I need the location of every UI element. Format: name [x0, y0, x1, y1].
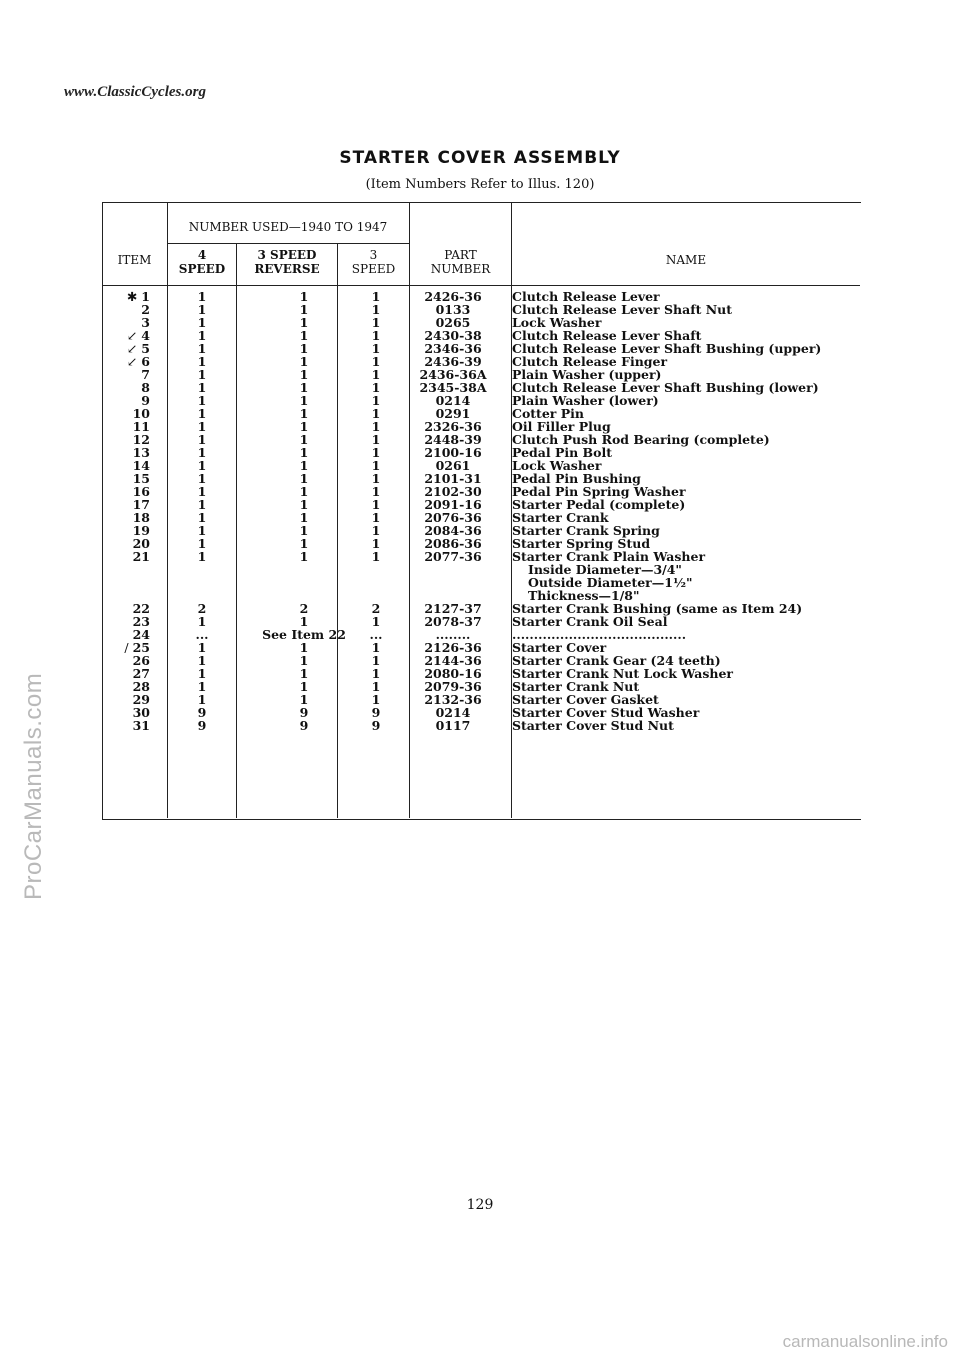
cell-3-speed: 9	[371, 718, 381, 733]
cell-part-number: 2084-36	[424, 523, 482, 538]
header-number-used: NUMBER USED—1940 TO 1947	[188, 220, 388, 234]
cell-item: 12	[132, 432, 150, 447]
cell-3-speed: 1	[371, 666, 381, 681]
cell-name: Clutch Release Lever Shaft Bushing (lower)	[512, 380, 819, 395]
cell-3-speed-reverse: 1	[299, 692, 309, 707]
cell-4-speed: 1	[197, 289, 207, 304]
table-row	[102, 342, 862, 355]
cell-4-speed: 1	[197, 666, 207, 681]
cell-4-speed: 1	[197, 367, 207, 382]
cell-3-speed: 1	[371, 302, 381, 317]
cell-3-speed-reverse: 1	[299, 328, 309, 343]
cell-3-speed: 9	[371, 705, 381, 720]
item-number: 4	[141, 328, 150, 343]
cell-name: Lock Washer	[512, 315, 602, 330]
cell-3-speed-reverse: 1	[299, 458, 309, 473]
cell-4-speed: 1	[197, 406, 207, 421]
cell-3-speed-reverse: 1	[299, 445, 309, 460]
cell-4-speed: 1	[197, 640, 207, 655]
cell-3-speed-reverse: 1	[299, 679, 309, 694]
cell-4-speed: 1	[197, 653, 207, 668]
cell-part-number: 0291	[435, 406, 471, 421]
cell-4-speed: 1	[197, 393, 207, 408]
cell-name: Starter Crank Nut	[512, 679, 640, 694]
cell-4-speed: 1	[197, 549, 207, 564]
header-3-speed-reverse: 3 SPEED REVERSE	[254, 248, 320, 276]
cell-item: 16	[132, 484, 150, 499]
cell-4-speed: 2	[197, 601, 207, 616]
cell-4-speed: 1	[197, 471, 207, 486]
cell-3-speed-reverse: 1	[299, 614, 309, 629]
cell-item: 29	[132, 692, 150, 707]
cell-item: 22	[132, 601, 150, 616]
margin-mark: /	[124, 640, 129, 655]
table-row	[102, 433, 862, 446]
table-row	[102, 680, 862, 693]
parts-table-body	[102, 290, 862, 732]
cell-name: Clutch Release Lever Shaft Nut	[512, 302, 732, 317]
watermark-top-url: www.ClassicCycles.org	[64, 84, 206, 100]
cell-3-speed: ...	[369, 627, 383, 642]
cell-3-speed-reverse: 1	[299, 315, 309, 330]
cell-name: Clutch Release Lever	[512, 289, 660, 304]
table-row	[102, 576, 862, 589]
table-row	[102, 706, 862, 719]
table-row	[102, 316, 862, 329]
cell-3-speed-reverse: 1	[299, 536, 309, 551]
cell-part-number: 2346-36	[424, 341, 482, 356]
cell-3-speed-reverse: 1	[299, 432, 309, 447]
cell-3-speed-reverse: 1	[299, 419, 309, 434]
cell-4-speed: 1	[197, 510, 207, 525]
table-row	[102, 498, 862, 511]
cell-part-number: 0214	[435, 393, 471, 408]
cell-3-speed-reverse: 1	[299, 653, 309, 668]
cell-3-speed: 2	[371, 601, 381, 616]
cell-name: ........................................	[512, 627, 687, 642]
cell-name: Starter Crank Nut Lock Washer	[512, 666, 733, 681]
cell-4-speed: 9	[197, 718, 207, 733]
cell-4-speed: 1	[197, 419, 207, 434]
table-row	[102, 511, 862, 524]
table-row	[102, 407, 862, 420]
cell-3-speed-reverse: See Item 22	[262, 627, 346, 642]
cell-part-number: 2132-36	[424, 692, 482, 707]
cell-3-speed: 1	[371, 315, 381, 330]
cell-3-speed: 1	[371, 497, 381, 512]
cell-item: 23	[132, 614, 150, 629]
cell-4-speed: 1	[197, 354, 207, 369]
cell-4-speed: 1	[197, 497, 207, 512]
table-row	[102, 381, 862, 394]
cell-4-speed: 1	[197, 458, 207, 473]
margin-mark: ↙	[126, 328, 138, 343]
cell-part-number: 0214	[435, 705, 471, 720]
cell-item: 30	[132, 705, 150, 720]
cell-item: 8	[141, 380, 150, 395]
cell-3-speed-reverse: 1	[299, 354, 309, 369]
cell-name: Clutch Release Lever Shaft	[512, 328, 702, 343]
cell-part-number: 2091-16	[424, 497, 482, 512]
cell-3-speed: 1	[371, 406, 381, 421]
header-name: NAME	[665, 253, 707, 267]
header-bottom-rule	[102, 285, 860, 286]
cell-item: 15	[132, 471, 150, 486]
watermark-bottom-url: carmanualsonline.info	[782, 1332, 948, 1351]
cell-name: Starter Cover Gasket	[512, 692, 659, 707]
cell-name: Clutch Push Rod Bearing (complete)	[512, 432, 770, 447]
cell-part-number: 2430-38	[424, 328, 482, 343]
page-title: STARTER COVER ASSEMBLY	[339, 148, 621, 168]
table-row	[102, 654, 862, 667]
cell-part-number: 2102-30	[424, 484, 482, 499]
cell-part-number: 2326-36	[424, 419, 482, 434]
table-row	[102, 628, 862, 641]
cell-4-speed: 1	[197, 614, 207, 629]
cell-item: 9	[141, 393, 150, 408]
cell-3-speed: 1	[371, 679, 381, 694]
page-number: 129	[466, 1197, 494, 1213]
margin-mark: ↙	[126, 341, 138, 356]
cell-name: Starter Crank Oil Seal	[512, 614, 668, 629]
cell-3-speed-reverse: 1	[299, 393, 309, 408]
cell-item: 28	[132, 679, 150, 694]
margin-mark: ↙	[126, 354, 138, 369]
cell-3-speed: 1	[371, 614, 381, 629]
cell-name: Oil Filler Plug	[512, 419, 611, 434]
cell-3-speed-reverse: 1	[299, 302, 309, 317]
cell-name: Starter Cover Stud Washer	[512, 705, 700, 720]
cell-3-speed-reverse: 1	[299, 510, 309, 525]
cell-name: Starter Cover Stud Nut	[512, 718, 674, 733]
cell-3-speed: 1	[371, 692, 381, 707]
table-row	[102, 719, 862, 732]
cell-3-speed: 1	[371, 341, 381, 356]
cell-3-speed-reverse: 2	[299, 601, 309, 616]
cell-item: 13	[132, 445, 150, 460]
cell-3-speed-reverse: 1	[299, 289, 309, 304]
cell-item: 10	[132, 406, 150, 421]
cell-3-speed: 1	[371, 445, 381, 460]
cell-item: 21	[132, 549, 150, 564]
cell-3-speed-reverse: 1	[299, 523, 309, 538]
cell-3-speed-reverse: 9	[299, 718, 309, 733]
cell-part-number: 2126-36	[424, 640, 482, 655]
table-row	[102, 290, 862, 303]
cell-3-speed: 1	[371, 393, 381, 408]
cell-part-number: 2426-36	[424, 289, 482, 304]
cell-item: 2	[141, 302, 150, 317]
cell-3-speed: 1	[371, 289, 381, 304]
cell-3-speed: 1	[371, 471, 381, 486]
cell-4-speed: ...	[195, 627, 209, 642]
cell-name: Pedal Pin Bushing	[512, 471, 641, 486]
cell-name: Clutch Release Finger	[512, 354, 668, 369]
header-4-speed: 4 SPEED	[178, 248, 226, 276]
cell-4-speed: 1	[197, 432, 207, 447]
cell-3-speed: 1	[371, 549, 381, 564]
cell-name: Pedal Pin Bolt	[512, 445, 612, 460]
cell-part-number: 2086-36	[424, 536, 482, 551]
cell-4-speed: 1	[197, 341, 207, 356]
cell-name: Starter Cover	[512, 640, 607, 655]
cell-part-number: 0265	[435, 315, 471, 330]
cell-4-speed: 1	[197, 679, 207, 694]
table-row	[102, 615, 862, 628]
cell-3-speed: 1	[371, 380, 381, 395]
cell-item: 17	[132, 497, 150, 512]
cell-name: Outside Diameter—1½"	[528, 575, 693, 590]
cell-name: Starter Crank Bushing (same as Item 24)	[512, 601, 803, 616]
cell-3-speed: 1	[371, 510, 381, 525]
cell-3-speed-reverse: 1	[299, 341, 309, 356]
cell-3-speed-reverse: 9	[299, 705, 309, 720]
cell-name: Starter Crank Gear (24 teeth)	[512, 653, 721, 668]
cell-4-speed: 1	[197, 380, 207, 395]
cell-3-speed-reverse: 1	[299, 484, 309, 499]
table-row	[102, 524, 862, 537]
table-row	[102, 485, 862, 498]
item-number: 6	[141, 354, 150, 369]
cell-4-speed: 1	[197, 536, 207, 551]
cell-part-number: 2436-36A	[419, 367, 487, 382]
group-header-rule	[167, 243, 409, 244]
page-subtitle: (Item Numbers Refer to Illus. 120)	[365, 177, 595, 192]
table-row	[102, 472, 862, 485]
item-number: 1	[141, 289, 150, 304]
cell-part-number: 2076-36	[424, 510, 482, 525]
cell-3-speed: 1	[371, 523, 381, 538]
table-row	[102, 446, 862, 459]
table-row	[102, 641, 862, 654]
cell-part-number: 2078-37	[424, 614, 482, 629]
cell-name: Thickness—1/8"	[528, 588, 640, 603]
table-row	[102, 693, 862, 706]
table-row	[102, 667, 862, 680]
cell-item: 3	[141, 315, 150, 330]
cell-3-speed-reverse: 1	[299, 666, 309, 681]
cell-name: Starter Crank Spring	[512, 523, 660, 538]
cell-3-speed: 1	[371, 653, 381, 668]
cell-4-speed: 1	[197, 302, 207, 317]
table-row	[102, 563, 862, 576]
cell-3-speed: 1	[371, 458, 381, 473]
cell-4-speed: 1	[197, 692, 207, 707]
cell-3-speed: 1	[371, 328, 381, 343]
cell-part-number: 2079-36	[424, 679, 482, 694]
cell-name: Starter Pedal (complete)	[512, 497, 686, 512]
cell-part-number: 2448-39	[424, 432, 482, 447]
cell-item: 18	[132, 510, 150, 525]
cell-4-speed: 1	[197, 484, 207, 499]
cell-part-number: 2127-37	[424, 601, 482, 616]
cell-part-number: 2100-16	[424, 445, 482, 460]
cell-4-speed: 1	[197, 445, 207, 460]
watermark-side-text: ProCarManuals.com	[20, 672, 47, 900]
cell-part-number: 0117	[435, 718, 471, 733]
item-number: 25	[132, 640, 150, 655]
cell-name: Lock Washer	[512, 458, 602, 473]
cell-3-speed-reverse: 1	[299, 471, 309, 486]
cell-item: 26	[132, 653, 150, 668]
cell-name: Starter Spring Stud	[512, 536, 651, 551]
cell-item: 27	[132, 666, 150, 681]
cell-3-speed: 1	[371, 484, 381, 499]
cell-name: Inside Diameter—3/4"	[528, 562, 682, 577]
cell-4-speed: 9	[197, 705, 207, 720]
cell-3-speed: 1	[371, 536, 381, 551]
cell-part-number: 0133	[435, 302, 471, 317]
cell-part-number: 2077-36	[424, 549, 482, 564]
cell-part-number: 2101-31	[424, 471, 482, 486]
table-row	[102, 459, 862, 472]
header-3-speed: 3 SPEED	[351, 248, 396, 276]
table-row	[102, 303, 862, 316]
cell-4-speed: 1	[197, 315, 207, 330]
cell-item: 20	[132, 536, 150, 551]
cell-3-speed-reverse: 1	[299, 549, 309, 564]
cell-3-speed-reverse: 1	[299, 367, 309, 382]
cell-part-number: ........	[435, 627, 471, 642]
cell-part-number: 0261	[435, 458, 471, 473]
table-row	[102, 394, 862, 407]
cell-3-speed: 1	[371, 432, 381, 447]
cell-part-number: 2080-16	[424, 666, 482, 681]
cell-3-speed: 1	[371, 640, 381, 655]
cell-part-number: 2436-39	[424, 354, 482, 369]
header-item: ITEM	[117, 253, 152, 267]
header-part-number: PART NUMBER	[430, 248, 491, 276]
cell-4-speed: 1	[197, 328, 207, 343]
cell-name: Clutch Release Lever Shaft Bushing (upper)	[512, 341, 822, 356]
cell-name: Plain Washer (upper)	[512, 367, 662, 382]
table-row	[102, 602, 862, 615]
cell-name: Starter Crank Plain Washer	[512, 549, 706, 564]
cell-3-speed-reverse: 1	[299, 380, 309, 395]
margin-mark: ✱	[126, 289, 138, 304]
table-row	[102, 537, 862, 550]
cell-3-speed-reverse: 1	[299, 406, 309, 421]
cell-item: 24	[132, 627, 150, 642]
cell-name: Pedal Pin Spring Washer	[512, 484, 686, 499]
table-row	[102, 550, 862, 563]
cell-name: Cotter Pin	[512, 406, 584, 421]
cell-name: Plain Washer (lower)	[512, 393, 659, 408]
cell-3-speed: 1	[371, 367, 381, 382]
cell-3-speed: 1	[371, 354, 381, 369]
cell-item: 31	[132, 718, 150, 733]
cell-name: Starter Crank	[512, 510, 609, 525]
cell-3-speed: 1	[371, 419, 381, 434]
cell-4-speed: 1	[197, 523, 207, 538]
item-number: 5	[141, 341, 150, 356]
cell-item: 19	[132, 523, 150, 538]
cell-item: 14	[132, 458, 150, 473]
cell-3-speed-reverse: 1	[299, 640, 309, 655]
cell-item: 11	[132, 419, 150, 434]
cell-part-number: 2144-36	[424, 653, 482, 668]
cell-part-number: 2345-38A	[419, 380, 487, 395]
cell-3-speed-reverse: 1	[299, 497, 309, 512]
cell-item: 7	[141, 367, 150, 382]
